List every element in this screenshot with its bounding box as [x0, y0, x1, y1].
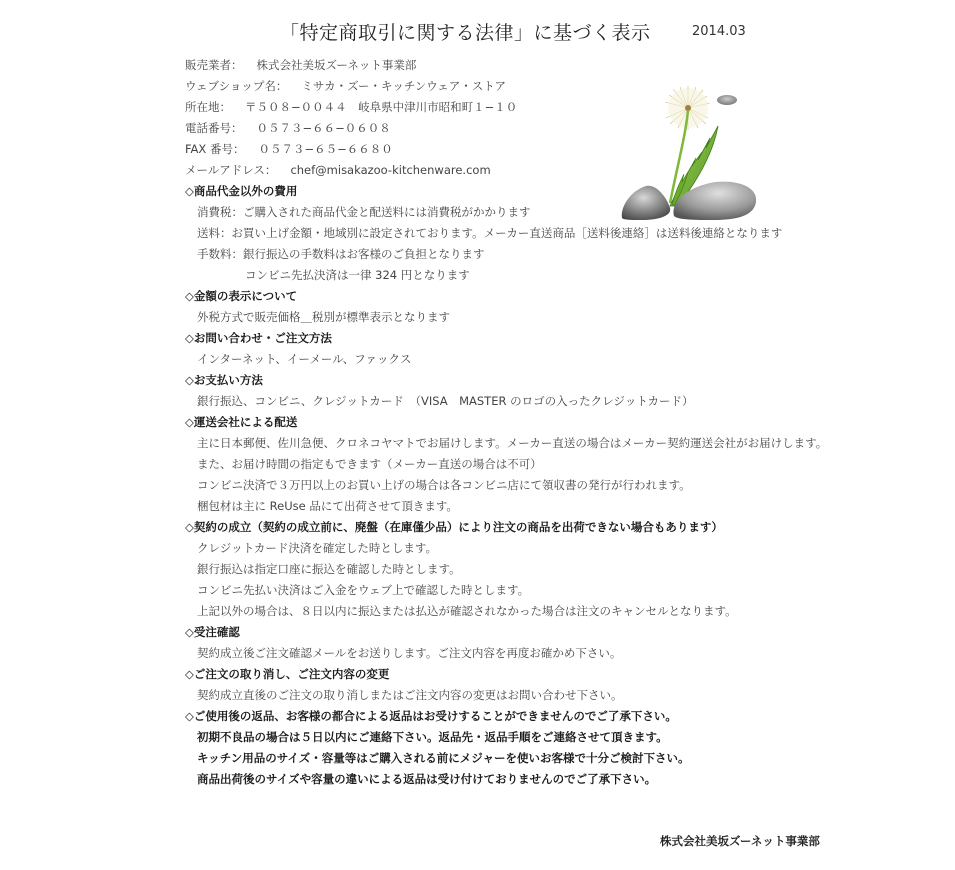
contract-line: 銀行振込は指定口座に振込を確認した時とします。 [197, 562, 461, 576]
price-display-line: 外税方式で販売価格＿税別が標準表示となります [197, 310, 450, 324]
email-value[interactable]: chef@misakazoo-kitchenware.com [290, 163, 491, 177]
dandelion-with-stones-icon [618, 78, 760, 223]
email-label: メールアドレス： [185, 163, 277, 177]
seller-value: 株式会社美坂ズーネット事業部 [256, 58, 417, 72]
contract-line: クレジットカード決済を確定した時とします。 [197, 541, 437, 555]
footer-company: 株式会社美坂ズーネット事業部 [660, 834, 820, 848]
phone-row [185, 118, 885, 139]
returns-line: 商品出荷後のサイズや容量の違いによる返品は受け付けておりませんのでご了承下さい。 [197, 772, 657, 786]
contract-line: コンビニ先払い決済はご入金をウェブ上で確認した時とします。 [197, 583, 530, 597]
shop-name-label: ウェブショップ名： [185, 79, 288, 93]
fax-value: ０５７３−６５−６６８０ [258, 142, 393, 156]
delivery-line: 梱包材は主に ReUse 品にて出荷させて頂きます。 [197, 499, 458, 513]
section-heading-contract: ◇契約の成立（契約の成立前に、廃盤（在庫僅少品）により注文の商品を出荷できない場合もあります） [185, 520, 723, 534]
section-heading-inquiry: ◇お問い合わせ・ご注文方法 [185, 331, 332, 345]
fax-row [185, 139, 885, 160]
shop-name-row [185, 76, 885, 97]
delivery-line: また、お届け時間の指定もできます（メーカー直送の場合は不可） [197, 457, 542, 471]
fees-line: 送料：お買い上げ金額・地域別に設定されております。メーカー直送商品［送料後連絡］は送料後連絡となります [197, 226, 783, 240]
seller-label: 販売業者： [185, 58, 243, 72]
contract-line: 上記以外の場合は、８日以内に振込または払込が確認されなかった場合は注文のキャンセルとなります。 [197, 604, 737, 618]
section-heading-payment: ◇お支払い方法 [185, 373, 263, 387]
email-row [185, 160, 885, 181]
section-heading-cancellation: ◇ご注文の取り消し、ご注文内容の変更 [185, 667, 390, 681]
fees-line-extra: コンビニ先払決済は一律 324 円となります [245, 268, 470, 282]
payment-line: 銀行振込、コンビニ、クレジットカード （VISA MASTER のロゴの入ったクレジットカード） [197, 394, 694, 408]
returns-line: キッチン用品のサイズ・容量等はご購入される前にメジャーを使いお客様で十分ご検討下さい。 [197, 751, 690, 765]
delivery-line: コンビニ決済で３万円以上のお買い上げの場合は各コンビニ店にて領収書の発行が行われます。 [197, 478, 691, 492]
section-heading-order-confirmation: ◇受注確認 [185, 625, 240, 639]
section-heading-price-display: ◇金額の表示について [185, 289, 298, 303]
seller-row [185, 55, 885, 76]
section-heading-returns: ◇ご使用後の返品、お客様の都合による返品はお受けすることができませんのでご了承下さい。 [185, 709, 677, 723]
page-title: 「特定商取引に関する法律」に基づく表示 [280, 22, 651, 44]
page-date: 2014.03 [692, 24, 746, 39]
address-value: 〒５０８−００４４ 岐阜県中津川市昭和町１−１０ [245, 100, 518, 114]
section-heading-fees: ◇商品代金以外の費用 [185, 184, 298, 198]
inquiry-line: インターネット、イーメール、ファックス [197, 352, 412, 366]
returns-line: 初期不良品の場合は５日以内にご連絡下さい。返品先・返品手順をご連絡させて頂きます。 [197, 730, 668, 744]
phone-value: ０５７３−６６−０６０８ [256, 121, 391, 135]
cancellation-line: 契約成立直後のご注文の取り消しまたはご注文内容の変更はお問い合わせ下さい。 [197, 688, 623, 702]
shop-name-value: ミサカ・ズー・キッチンウェア・ストア [301, 79, 506, 93]
phone-label: 電話番号： [185, 121, 243, 135]
order-confirmation-line: 契約成立後ご注文確認メールをお送りします。ご注文内容を再度お確かめ下さい。 [197, 646, 622, 660]
fax-label: FAX 番号： [185, 142, 245, 156]
section-heading-delivery: ◇運送会社による配送 [185, 415, 298, 429]
fees-line: 消費税：ご購入された商品代金と配送料には消費税がかかります [197, 205, 531, 219]
legal-notice-content [185, 55, 885, 790]
delivery-line: 主に日本郵便、佐川急便、クロネコヤマトでお届けします。メーカー直送の場合はメーカー契約運送会社がお届けします。 [197, 436, 828, 450]
address-label: 所在地： [185, 100, 231, 114]
fees-line: 手数料：銀行振込の手数料はお客様のご負担となります [197, 247, 485, 261]
address-row [185, 97, 885, 118]
